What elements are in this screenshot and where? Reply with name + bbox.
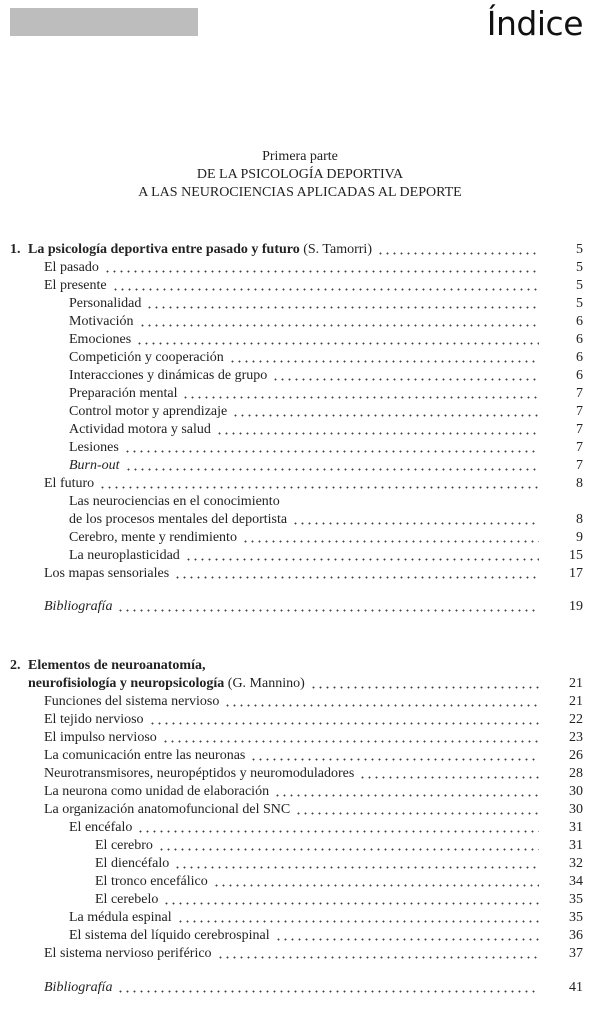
dot-leader [242,533,539,543]
entry-title-text: Interacciones y dinámicas de grupo [69,368,268,383]
entry-title [44,693,219,711]
entry-title-text: Emociones [69,332,132,347]
dot-leader [137,823,539,833]
toc-entry [10,295,583,313]
entry-title-text: El tronco encefálico [95,874,208,889]
toc-entry [10,657,583,675]
toc-entry [10,349,583,367]
dot-leader [275,931,539,941]
entry-title-text: El sistema nervioso periférico [44,946,212,961]
entry-title-text: de los procesos mentales del deportista [69,512,288,527]
entry-title [95,837,153,855]
entry-title [69,385,177,403]
toc-entry [10,403,583,421]
entry-title-text: El cerebelo [95,892,159,907]
entry-title [44,945,212,963]
toc-entry [10,547,583,565]
entry-title [69,313,134,331]
entry-title [44,475,94,493]
entry-title [44,765,354,783]
toc-entry [10,891,583,909]
dot-leader [216,425,539,435]
page-number: 5 [576,278,583,293]
chapter-number: 1. [10,242,21,257]
toc-entry [10,511,583,529]
page-number: 7 [576,386,583,401]
page-number: 35 [569,910,583,925]
entry-title-text: Cerebro, mente y rendimiento [69,530,237,545]
toc-entry [10,819,583,837]
page-number: 5 [576,296,583,311]
entry-title-text: Actividad motora y salud [69,422,211,437]
table-of-contents [10,241,583,997]
entry-title [69,511,287,529]
toc-entry [10,873,583,891]
entry-title-text: Control motor y aprendizaje [69,404,228,419]
toc-entry [10,475,583,493]
toc-entry [10,529,583,547]
entry-title [44,277,107,295]
dot-leader [99,479,539,489]
header-gray-bar [10,8,198,36]
chapter-section [10,241,583,616]
page-number: 6 [576,350,583,365]
page-number: 9 [576,530,583,545]
page-number: 6 [576,314,583,329]
dot-leader [377,245,539,255]
page-number: 41 [569,980,583,995]
toc-entry [10,747,583,765]
page-number: 26 [569,748,583,763]
dot-leader [162,733,539,743]
entry-title-text: La médula espinal [69,910,172,925]
page-number: 31 [569,838,583,853]
part-title-line-2: A LAS NEUROCIENCIAS APLICADAS AL DEPORTE [138,185,462,200]
toc-entry [10,241,583,259]
entry-title-text: La neuroplasticidad [69,548,180,563]
dot-leader [104,263,539,273]
toc-entry [10,711,583,729]
entry-title [95,855,169,873]
dot-leader [174,569,539,579]
page-number: 19 [569,599,583,614]
entry-title [44,729,157,747]
entry-title-text: El tejido nervioso [44,712,144,727]
dot-leader [139,317,539,327]
entry-title-text: El presente [44,278,107,293]
page-number: 15 [569,548,583,563]
dot-leader [272,371,539,381]
entry-title-text: Neurotransmisores, neuropéptidos y neuromoduladores [44,766,355,781]
dot-leader [217,949,539,959]
dot-leader [359,769,539,779]
dot-leader [274,787,539,797]
entry-title [69,439,119,457]
entry-title-text: El cerebro [95,838,153,853]
part-heading [0,148,600,202]
page-number: 28 [569,766,583,781]
toc-entry [10,801,583,819]
dot-leader [229,353,539,363]
bibliography-label: Bibliografía [44,599,113,614]
dot-leader [112,281,539,291]
page-number: 7 [576,404,583,419]
dot-leader [174,859,539,869]
toc-entry [10,331,583,349]
page-number: 7 [576,422,583,437]
toc-entry [10,259,583,277]
entry-title [44,565,169,583]
page-number: 31 [569,820,583,835]
entry-title [69,493,280,511]
dot-leader [250,751,539,761]
toc-entry [10,421,583,439]
toc-entry [10,367,583,385]
toc-entry [10,927,583,945]
dot-leader [213,877,539,887]
entry-title [28,675,305,693]
entry-title [69,457,120,475]
dot-leader [117,602,539,612]
entry-title [69,547,180,565]
toc-entry [10,439,583,457]
entry-title [44,801,290,819]
entry-title-text: (G. Mannino) [224,676,305,691]
toc-entry [10,765,583,783]
toc-entry [10,693,583,711]
page-number: 17 [569,566,583,581]
page-number: 23 [569,730,583,745]
dot-leader [177,913,539,923]
page-number: 32 [569,856,583,871]
entry-title-text: El pasado [44,260,99,275]
entry-title-bold: La psicología deportiva entre pasado y futuro [28,242,300,257]
part-label: Primera parte [262,149,338,164]
dot-leader [124,443,539,453]
page-number: 6 [576,368,583,383]
toc-entry [10,493,583,511]
toc-entry [10,385,583,403]
entry-title-text: Las neurociencias en el conocimiento [69,494,280,509]
toc-entry [10,313,583,331]
bibliography-label: Bibliografía [44,980,113,995]
page-number: 34 [569,874,583,889]
dot-leader [136,335,539,345]
entry-title [69,529,237,547]
entry-title [69,927,270,945]
entry-title [44,783,269,801]
dot-leader [117,983,539,993]
dot-leader [232,407,539,417]
entry-title [95,873,208,891]
toc-entry [10,783,583,801]
page-number: 36 [569,928,583,943]
dot-leader [295,805,539,815]
entry-title-text: El impulso nervioso [44,730,157,745]
entry-title [44,259,99,277]
entry-title-text: La comunicación entre las neuronas [44,748,246,763]
toc-entry [10,565,583,583]
page-number: 30 [569,802,583,817]
entry-title-text: El encéfalo [69,820,133,835]
page-number: 21 [569,676,583,691]
toc-entry [10,277,583,295]
toc-entry [10,675,583,693]
page-number: 5 [576,242,583,257]
entry-title [44,747,245,765]
entry-title-text: La neurona como unidad de elaboración [44,784,270,799]
chapter-number: 2. [10,658,21,673]
dot-leader [310,679,539,689]
dot-leader [163,895,539,905]
dot-leader [224,697,539,707]
page-number: 8 [576,512,583,527]
bibliography-entry [10,598,583,616]
dot-leader [125,461,539,471]
entry-title [69,331,131,349]
page-number: 37 [569,946,583,961]
entry-title-text: Los mapas sensoriales [44,566,170,581]
entry-title-text: Competición y cooperación [69,350,224,365]
entry-title-text: La organización anatomofuncional del SNC [44,802,291,817]
page-number: 21 [569,694,583,709]
toc-entry [10,457,583,475]
dot-leader [149,715,539,725]
entry-title [28,241,372,259]
entry-title-text: El diencéfalo [95,856,170,871]
page-number: 7 [576,440,583,455]
page-number: 7 [576,458,583,473]
toc-entry [10,855,583,873]
entry-title [44,711,144,729]
entry-title [69,367,267,385]
dot-leader [146,299,539,309]
toc-entry [10,729,583,747]
entry-title [69,403,227,421]
entry-title-text: El futuro [44,476,95,491]
entry-title-text: Funciones del sistema nervioso [44,694,220,709]
entry-title [69,349,224,367]
page-number: 5 [576,260,583,275]
entry-title [69,819,132,837]
entry-title-text: (S. Tamorri) [299,242,372,257]
entry-title [95,891,158,909]
entry-title [69,421,211,439]
entry-title-text: Personalidad [69,296,142,311]
entry-title [28,657,205,675]
part-title-line-1: DE LA PSICOLOGÍA DEPORTIVA [196,167,404,182]
dot-leader [182,389,539,399]
toc-entry [10,837,583,855]
entry-title-text: Burn-out [69,458,120,473]
toc-entry [10,909,583,927]
entry-title-text: Motivación [69,314,134,329]
page-title: Índice [486,4,583,43]
page-number: 22 [569,712,583,727]
entry-title-bold: neurofisiología y neuropsicología [28,676,225,691]
entry-title-text: Preparación mental [69,386,178,401]
entry-title-text: El sistema del líquido cerebrospinal [69,928,270,943]
entry-title [69,909,172,927]
dot-leader [292,515,539,525]
toc-entry [10,945,583,963]
page-number: 30 [569,784,583,799]
page-number: 8 [576,476,583,491]
entry-title-text: Lesiones [69,440,119,455]
dot-leader [158,841,539,851]
page-number: 6 [576,332,583,347]
entry-title [69,295,141,313]
page-number: 35 [569,892,583,907]
bibliography-entry [10,979,583,997]
dot-leader [185,551,539,561]
entry-title-bold: Elementos de neuroanatomía, [28,658,206,673]
chapter-section [10,657,583,997]
